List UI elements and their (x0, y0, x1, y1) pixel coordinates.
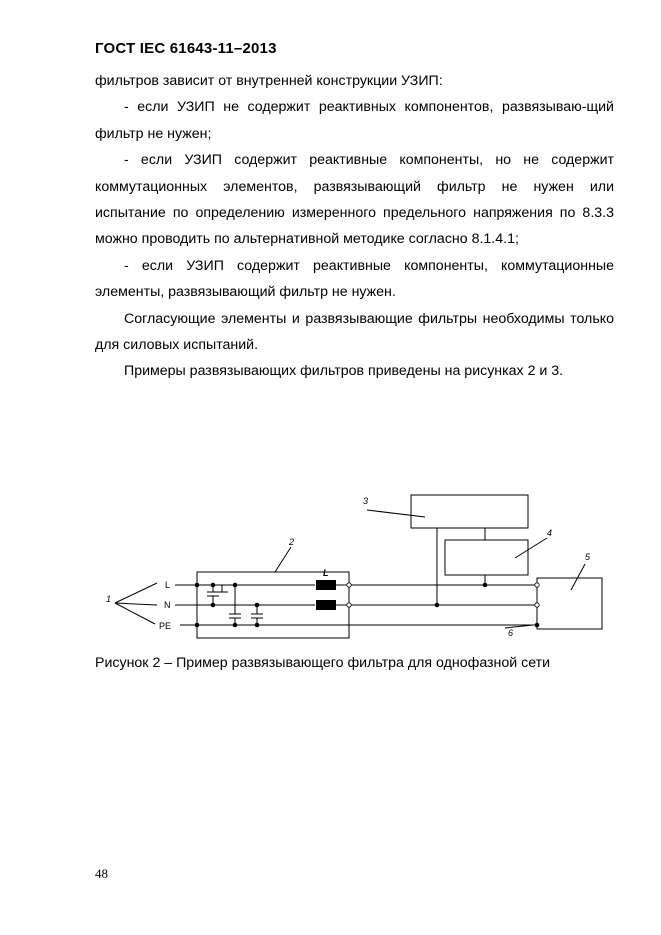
terminal (535, 603, 539, 607)
component-3-box (411, 495, 528, 528)
callout-6: 6 (508, 628, 514, 638)
label-line-pe: PE (159, 621, 172, 631)
body-text (95, 68, 614, 385)
callout-2-leader (275, 547, 291, 572)
callout-4: 4 (547, 528, 553, 538)
callout-5-leader (571, 564, 585, 590)
junction-dot (211, 603, 216, 608)
decoupling-filter-diagram (95, 480, 615, 650)
callout-1-leader-pe (115, 603, 155, 624)
paragraph-4: - если УЗИП содержит реактивные компоненты, коммутационные элементы, развязывающий фильтр не нужен. (95, 257, 614, 301)
terminal (535, 583, 539, 587)
callout-3-leader (367, 510, 425, 517)
callout-1-leader-l (115, 583, 157, 603)
label-line-l: L (165, 580, 171, 590)
terminal (347, 583, 351, 587)
junction-dot (255, 603, 260, 608)
callout-3: 3 (363, 496, 369, 506)
document-header: ГОСТ IEC 61643-11–2013 (95, 40, 277, 57)
callout-5: 5 (585, 552, 591, 562)
junction-dot (255, 623, 260, 628)
junction-dot (233, 583, 238, 588)
label-line-n: N (164, 600, 171, 610)
inductor-l (316, 580, 336, 590)
junction-dot (435, 603, 440, 608)
junction-dot (195, 623, 200, 628)
callout-4-leader (515, 538, 547, 558)
inductor-n (316, 600, 336, 610)
callout-1-leader-n (115, 603, 157, 605)
paragraph-2: - если УЗИП не содержит реактивных компонентов, развязываю-щий фильтр не нужен; (95, 99, 614, 142)
label-inductor: L (323, 568, 329, 578)
junction-dot (483, 583, 488, 588)
junction-dot (211, 583, 216, 588)
component-5-box (537, 578, 602, 629)
junction-dot (233, 623, 238, 628)
terminal (347, 603, 351, 607)
paragraph-3: - если УЗИП содержит реактивные компоненты, но не содержит коммутационных элементов, развязывающий фильтр не нужен или испытание по определению измеренного предельного напряжения по 8.3.3 можно проводить по альтернативной методике согласно 8.1.4.1; (95, 152, 614, 248)
figure-caption: Рисунок 2 – Пример развязывающего фильтра для однофазной сети (95, 655, 551, 671)
paragraph-1: фильтров зависит от внутренней конструкции УЗИП: (95, 73, 443, 89)
callout-2: 2 (289, 537, 295, 547)
callout-1: 1 (106, 594, 112, 604)
junction-dot (195, 583, 200, 588)
paragraph-5: Согласующие элементы и развязывающие фильтры необходимы только для силовых испытаний. (95, 310, 614, 354)
junction-dot (535, 623, 540, 628)
page-number: 48 (95, 866, 108, 881)
circuit-schematic (95, 480, 615, 650)
paragraph-6: Примеры развязывающих фильтров приведены на рисунках 2 и 3. (124, 363, 564, 380)
